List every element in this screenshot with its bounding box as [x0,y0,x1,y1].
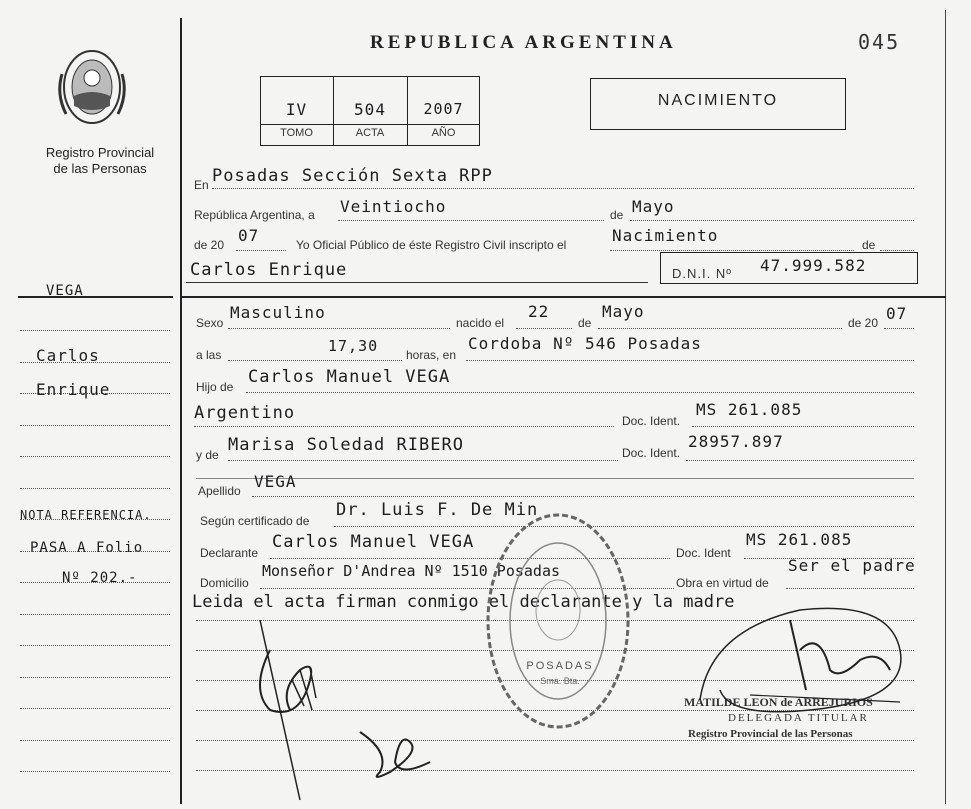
place-line [466,360,914,361]
section-divider [182,296,946,298]
tomo-label: TOMO [280,127,313,139]
main-border-left [180,18,182,804]
signature-left [240,610,360,804]
margin-note2: PASA A Folio [30,540,144,556]
year-prefix: de 20 [194,238,225,252]
apellido-line [252,496,914,497]
acta-value: 504 [354,100,386,119]
dni-label: D.N.I. Nº [672,266,732,281]
de20-label: de 20 [848,316,879,330]
child-name-line [186,282,648,283]
obra-label: Obra en virtud de [676,576,769,590]
margin-ruled-line [20,456,170,457]
official-office: Registro Provincial de las Personas [688,728,853,740]
type-label: NACIMIENTO [657,92,779,109]
ano-label: AÑO [431,127,456,139]
margin-ruled-line [20,425,170,426]
segun-value: Dr. Luis F. De Min [336,500,539,520]
mother: Marisa Soledad RIBERO [228,435,464,455]
margin-ruled-line [20,362,170,363]
inscripto-value: Nacimiento [612,226,719,245]
blank-line-1 [196,478,914,479]
declarante-value: Carlos Manuel VEGA [272,532,475,552]
year-suffix: 07 [238,226,260,245]
apellido-label: Apellido [198,484,241,498]
father-nationality: Argentino [194,403,296,423]
mother-doc: 28957.897 [688,432,784,451]
margin-ruled-line [20,771,170,772]
en-value: Posadas Sección Sexta RPP [212,166,493,186]
sexo-line [228,328,450,329]
acta-label: ACTA [355,127,385,139]
inscripto-line [610,250,854,251]
record-box-divider [260,124,480,125]
day-words: Veintiocho [340,197,447,216]
margin-ruled-line [20,330,170,331]
margin-ruled-line [20,551,170,552]
declarante-doc: MS 261.085 [746,530,853,549]
declarante-label: Declarante [200,546,259,560]
page-number: 045 [858,30,901,54]
oficial-label: Yo Oficial Público de éste Registro Civil inscripto el [296,238,567,252]
obra-value: Ser el padre [788,556,916,575]
day-line [338,220,604,221]
domicilio-value: Monseñor D'Andrea Nº 1510 Posadas [262,562,561,580]
birth-month-line [598,328,842,329]
margin-note1: NOTA REFERENCIA. [20,508,152,522]
hour: 17,30 [328,337,379,355]
margin-given1: Carlos [36,346,100,365]
father-doc: MS 261.085 [696,400,803,419]
year-line [236,250,286,251]
doc3-label: Doc. Ident [676,546,731,560]
en-label: En [194,178,209,192]
registry-line1: Registro Provincial [45,145,155,160]
father-doc-line [692,426,914,427]
obra-line [786,588,914,589]
de2-line [880,250,914,251]
birth-year-line [884,328,914,329]
dni-value: 47.999.582 [760,256,867,275]
yde-label: y de [196,448,219,462]
margin-surname-line [18,296,173,298]
month-line [630,220,914,221]
official-stamp [482,510,634,732]
child-name: Carlos Enrique [190,260,348,280]
margin-ruled-line [20,393,170,394]
margin-ruled-line [20,614,170,615]
margin-surname: VEGA [46,283,84,299]
birth-month: Mayo [602,302,645,321]
father: Carlos Manuel VEGA [248,367,451,387]
margin-ruled-line [20,582,170,583]
official-title: DELEGADA TITULAR [728,712,869,724]
en-line [212,188,914,189]
domicilio-label: Domicilio [200,576,249,590]
segun-label: Según certificado de [200,514,310,528]
alas-label: a las [196,348,222,362]
margin-note3: Nº 202.- [62,570,138,586]
father-nat-line [194,426,614,427]
mother-doc-line [686,460,914,461]
registry-line2: de las Personas [53,161,147,176]
hour-line [228,360,402,361]
sexo-value: Masculino [230,303,326,322]
de-label: de [610,208,624,222]
margin-ruled-line [20,645,170,646]
birth-day-line [516,328,572,329]
registry-name [20,145,180,177]
registry-seal [52,44,132,130]
hijo-label: Hijo de [196,380,234,394]
father-line [246,392,914,393]
ano-value: 2007 [423,100,464,118]
stamp-sub: Sma. Bta. [540,676,580,686]
place: Cordoba Nº 546 Posadas [468,334,702,353]
margin-ruled-line [20,488,170,489]
doc2-label: Doc. Ident. [622,446,681,460]
stamp-city: POSADAS [526,660,594,672]
margin-ruled-line [20,519,170,520]
birth-year: 07 [886,304,908,323]
mother-line [228,460,618,461]
sexo-label: Sexo [196,316,224,330]
tomo-value: IV [285,100,308,119]
country-title: REPUBLICA ARGENTINA [370,32,677,53]
nacido-label: nacido el [456,316,505,330]
month: Mayo [632,197,675,216]
margin-ruled-line [20,740,170,741]
official-name: MATILDE LEON de ARREJURIOS [684,695,873,709]
horas-label: horas, en [406,348,457,362]
signature-right [690,590,916,740]
doc-label: Doc. Ident. [622,414,681,428]
de3-label: de [578,316,592,330]
main-border-right [945,10,946,804]
rep-label: República Argentina, a [194,208,315,222]
signature-bottom [350,722,450,784]
leida-text: Leida el acta firman conmigo el declarante y la madre [192,592,735,612]
de2-label: de [862,238,876,252]
margin-ruled-line [20,708,170,709]
birth-day: 22 [528,302,550,321]
margin-given2: Enrique [36,380,111,399]
margin-ruled-line [20,677,170,678]
apellido-value: VEGA [254,472,297,491]
